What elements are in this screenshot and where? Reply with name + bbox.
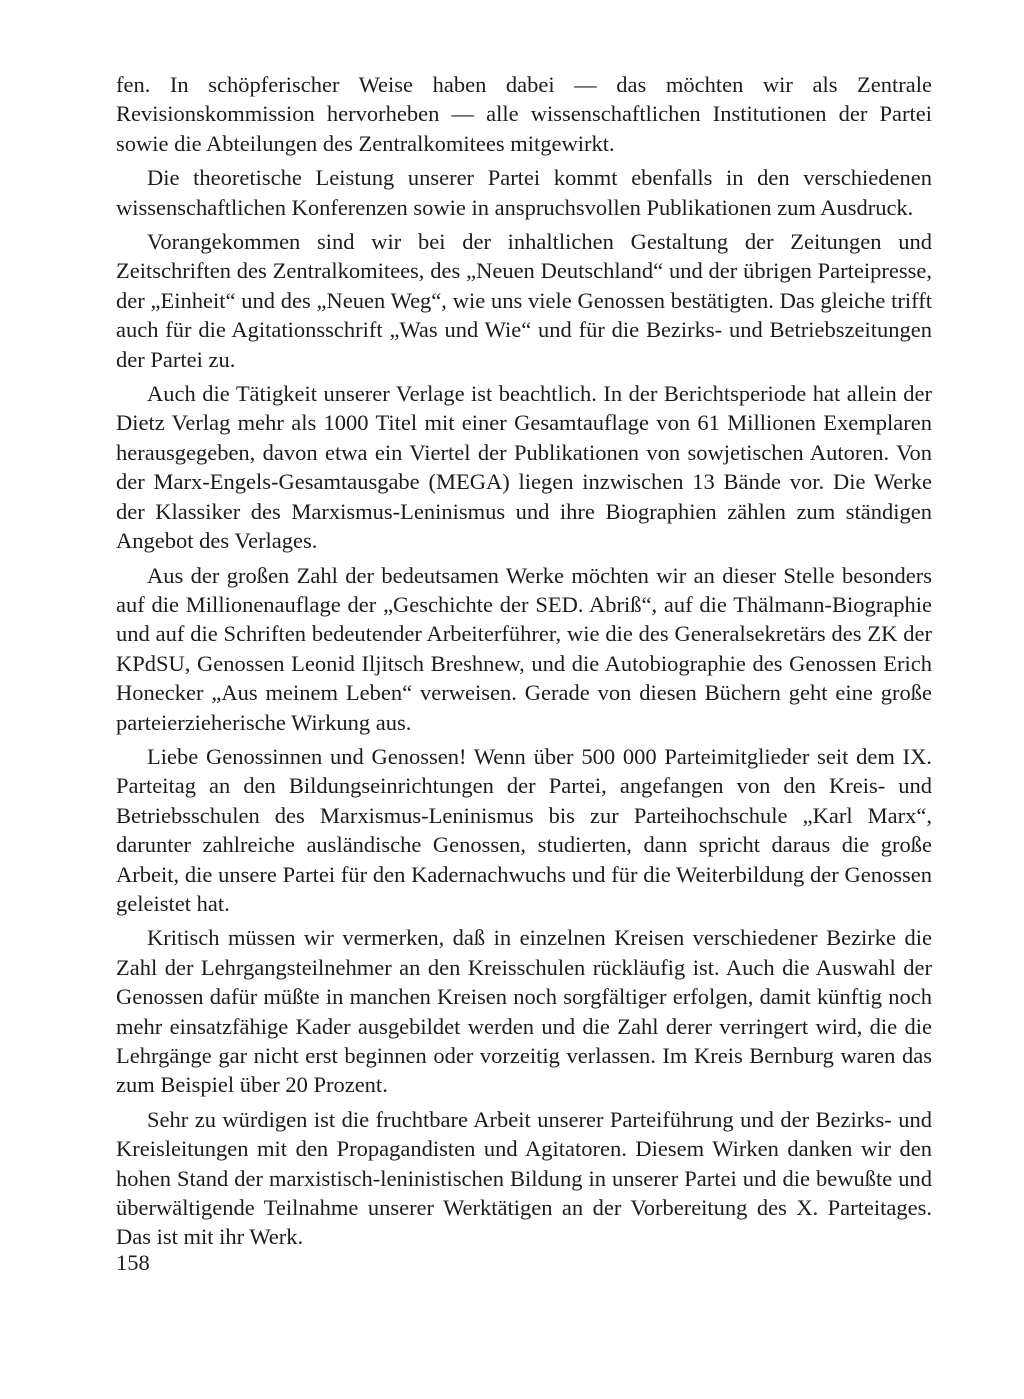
body-text: [116, 70, 932, 1257]
paragraph: Liebe Genossinnen und Genossen! Wenn über 500 000 Parteimitglieder seit dem IX. Parteitag an den Bildungseinrichtungen der Partei, angefangen von den Kreis- und Betriebsschulen des Marxismus-Leninismus bis zur Parteihochschule „Karl Marx“, darunter zahlreiche ausländische Genossen, studierten, dann spricht daraus die große Arbeit, die unsere Partei für den Kadernachwuchs und für die Weiterbildung der Genossen geleistet hat.: [116, 743, 932, 916]
paragraph: Auch die Tätigkeit unserer Verlage ist beachtlich. In der Berichtsperiode hat allein der Dietz Verlag mehr als 1000 Titel mit einer Gesamtauflage von 61 Millionen Exemplaren herausgegeben, davon etwa ein Viertel der Publikationen von sowjetischen Autoren. Von der Marx-Engels-Gesamtausgabe (MEGA) liegen inzwischen 13 Bände vor. Die Werke der Klassiker des Marxismus-Leninismus und ihre Biographien zählen zum ständigen Angebot des Verlages.: [116, 381, 932, 554]
page-number: 158: [116, 1250, 150, 1275]
paragraph: fen. In schöpferischer Weise haben dabei — das möchten wir als Zentrale Revisionskommission hervorheben — alle wissenschaftlichen Institutionen der Partei sowie die Abteilungen des Zentralkomitees mitgewirkt.: [116, 72, 932, 156]
paragraph: Kritisch müssen wir vermerken, daß in einzelnen Kreisen verschiedener Bezirke die Zahl der Lehrgangsteilnehmer an den Kreisschulen rückläufig ist. Auch die Auswahl der Genossen dafür müßte in manchen Kreisen noch sorgfältiger erfolgen, damit künftig noch mehr einsatzfähige Kader ausgebildet werden und die Zahl derer verringert wird, die die Lehrgänge gar nicht erst beginnen oder vorzeitig verlassen. Im Kreis Bernburg waren das zum Beispiel über 20 Prozent.: [116, 925, 932, 1098]
paragraph: Die theoretische Leistung unserer Partei kommt ebenfalls in den verschiedenen wissenschaftlichen Konferenzen sowie in anspruchsvollen Publikationen zum Ausdruck.: [116, 165, 932, 220]
paragraph: Sehr zu würdigen ist die fruchtbare Arbeit unserer Parteiführung und der Bezirks- und Kreisleitungen mit den Propagandisten und Agitatoren. Diesem Wirken danken wir den hohen Stand der marxistisch-leninistischen Bildung in unserer Partei und die bewußte und überwältigende Teilnahme unserer Werktätigen an der Vorbereitung des X. Parteitages. Das ist mit ihr Werk.: [116, 1106, 932, 1250]
paragraph: Aus der großen Zahl der bedeutsamen Werke möchten wir an dieser Stelle besonders auf die Millionenauflage der „Geschichte der SED. Abriß“, auf die Thälmann-Biographie und auf die Schriften bedeutender Arbeiterführer, wie die des Generalsekretärs des ZK der KPdSU, Genossen Leonid Iljitsch Breshnew, und die Autobiographie des Genossen Erich Honecker „Aus meinem Leben“ verweisen. Gerade von diesen Büchern geht eine große parteierzieherische Wirkung aus.: [116, 562, 932, 735]
paragraph: Vorangekommen sind wir bei der inhaltlichen Gestaltung der Zeitungen und Zeitschriften des Zentralkomitees, des „Neuen Deutschland“ und der übrigen Parteipresse, der „Einheit“ und des „Neuen Weg“, wie uns viele Genossen bestätigten. Das gleiche trifft auch für die Agitationsschrift „Was und Wie“ und für die Bezirks- und Betriebszeitungen der Partei zu.: [116, 229, 932, 372]
